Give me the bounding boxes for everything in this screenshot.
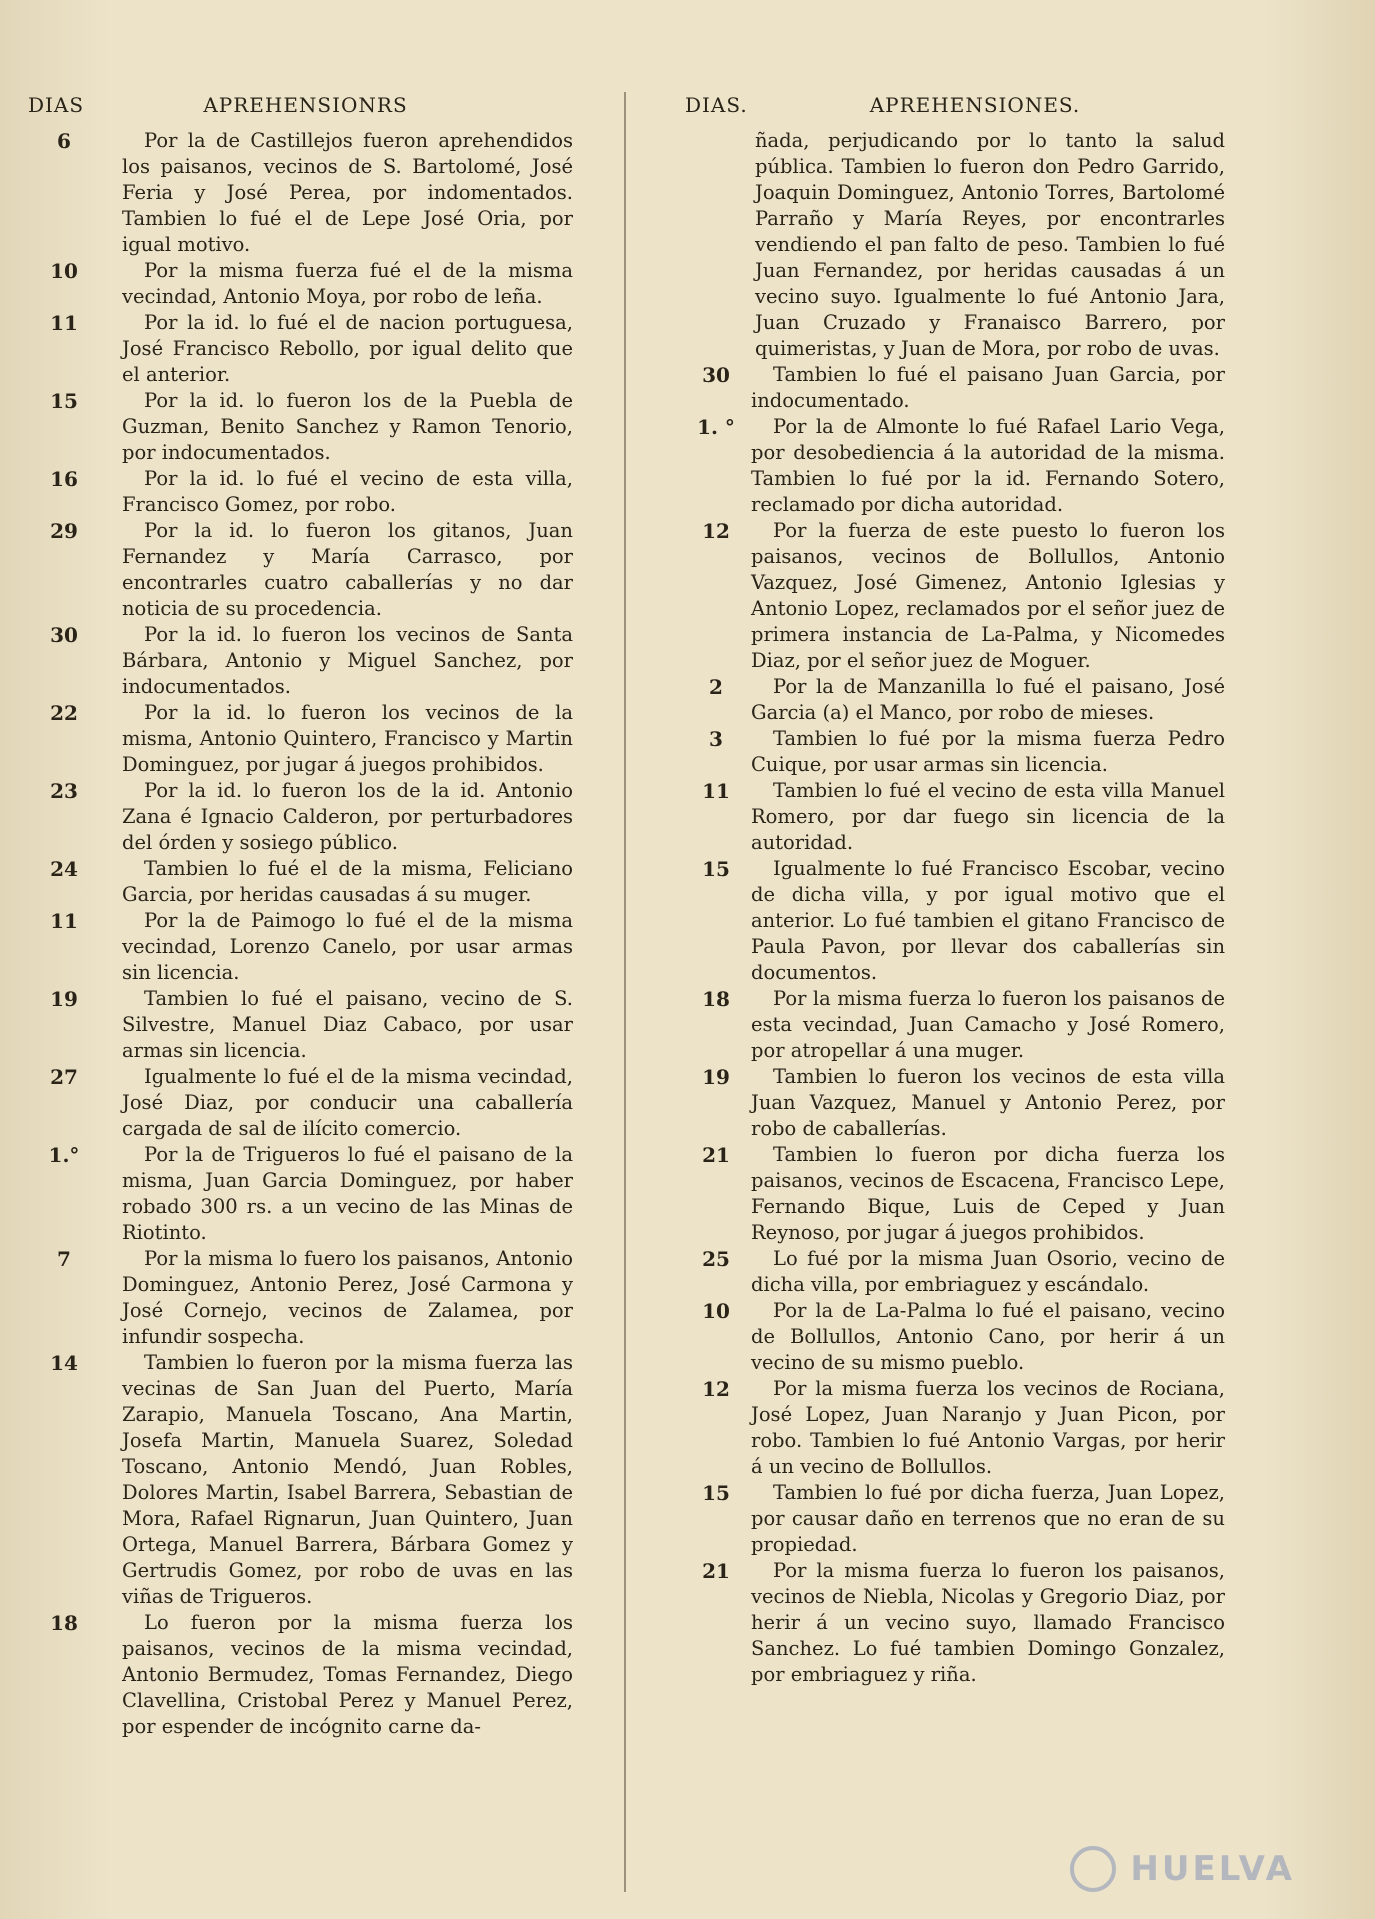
entry-text: Por la id. lo fué el de nacion portuguesa, José Francisco Rebollo, por igual delito que el anterior. bbox=[122, 311, 573, 386]
entry-row bbox=[28, 518, 573, 622]
entry-text: Por la id. lo fueron los de la Puebla de Guzman, Benito Sanchez y Ramon Tenorio, por indocumentados. bbox=[122, 389, 573, 464]
entry-row bbox=[28, 986, 573, 1064]
entry-day: 15 bbox=[702, 1481, 730, 1505]
entry-day: 18 bbox=[50, 1611, 78, 1635]
entry-day: 19 bbox=[50, 987, 78, 1011]
aprehensiones-header: APREHENSIONES. bbox=[869, 93, 1081, 117]
entry-row bbox=[28, 1064, 573, 1142]
entry-text: Por la fuerza de este puesto lo fueron los paisanos, vecinos de Bollullos, Antonio Vazquez, José Gimenez, Antonio Iglesias y Antonio Lopez, reclamados por el señor juez de primera instancia de La-Palma, y Nicomedes Diaz, por el señor juez de Moguer. bbox=[751, 519, 1225, 672]
entry-text: Tambien lo fueron los vecinos de esta villa Juan Vazquez, Manuel y Antonio Perez, por robo de caballerías. bbox=[751, 1065, 1225, 1140]
entry-day: 16 bbox=[50, 467, 78, 491]
entry-text: Lo fueron por la misma fuerza los paisanos, vecinos de la misma vecindad, Antonio Bermudez, Tomas Fernandez, Diego Clavellina, Cristobal Perez y Manuel Perez, por espender de incógnito carne da- bbox=[122, 1611, 573, 1738]
entry-row bbox=[28, 856, 573, 908]
entry-day: 12 bbox=[702, 1377, 730, 1401]
entry-day: 1. ° bbox=[697, 415, 735, 439]
entry-row bbox=[28, 908, 573, 986]
aprehensiones-header: APREHENSIONRS bbox=[203, 93, 408, 117]
entry-row bbox=[28, 466, 573, 518]
entry-day: 21 bbox=[702, 1143, 730, 1167]
entry-row bbox=[685, 1298, 1225, 1376]
entry-row bbox=[28, 310, 573, 388]
entry-text: Tambien lo fué el paisano, vecino de S. Silvestre, Manuel Diaz Cabaco, por usar armas sin licencia. bbox=[122, 987, 573, 1062]
entry-text: Por la misma lo fuero los paisanos, Antonio Dominguez, Antonio Perez, José Carmona y José Cornejo, vecinos de Zalamea, por infundir sospecha. bbox=[122, 1247, 573, 1348]
entry-day: 15 bbox=[50, 389, 78, 413]
entry-text: Tambien lo fueron por dicha fuerza los paisanos, vecinos de Escacena, Francisco Lepe, Fernando Bique, Luis de Ceped y Juan Reynoso, por jugar á juegos prohibidos. bbox=[751, 1143, 1225, 1244]
entry-row bbox=[685, 414, 1225, 518]
entry-row bbox=[685, 1064, 1225, 1142]
archive-logo-icon bbox=[1070, 1846, 1116, 1892]
entry-day: 23 bbox=[50, 779, 78, 803]
entry-row bbox=[685, 518, 1225, 674]
entry-text: Por la de Castillejos fueron aprehendidos los paisanos, vecinos de S. Bartolomé, José Feria y José Perea, por indomentados. Tambien lo fué el de Lepe José Oria, por igual motivo. bbox=[122, 129, 573, 256]
left-column bbox=[28, 90, 573, 1740]
column-divider bbox=[624, 92, 626, 1892]
entry-row bbox=[685, 674, 1225, 726]
entry-day: 10 bbox=[702, 1299, 730, 1323]
entry-row bbox=[28, 1246, 573, 1350]
entry-row bbox=[28, 258, 573, 310]
entry-day: 15 bbox=[702, 857, 730, 881]
entry-text: Por la id. lo fueron los gitanos, Juan Fernandez y María Carrasco, por encontrarles cuatro caballerías y no dar noticia de su procedencia. bbox=[122, 519, 573, 620]
entry-row bbox=[685, 1480, 1225, 1558]
entry-text: Tambien lo fué por la misma fuerza Pedro Cuique, por usar armas sin licencia. bbox=[751, 727, 1225, 776]
entry-text: ñada, perjudicando por lo tanto la salud pública. Tambien lo fueron don Pedro Garrido, Joaquin Dominguez, Antonio Torres, Bartolomé Parraño y María Reyes, por encontrarles vendiendo el pan falto de peso. Tambien lo fué Juan Fernandez, por heridas causadas á un vecino suyo. Igualmente lo fué Antonio Jara, Juan Cruzado y Franaisco Barrero, por quimeristas, y Juan de Mora, por robo de uvas. bbox=[755, 129, 1225, 360]
entry-text: Tambien lo fué el paisano Juan Garcia, por indocumentado. bbox=[751, 363, 1225, 412]
entry-row bbox=[685, 778, 1225, 856]
entry-row bbox=[685, 856, 1225, 986]
entry-day: 10 bbox=[50, 259, 78, 283]
entry-row bbox=[685, 128, 1225, 362]
entry-day: 11 bbox=[50, 909, 78, 933]
entry-row bbox=[685, 1142, 1225, 1246]
entry-text: Por la misma fuerza fué el de la misma vecindad, Antonio Moya, por robo de leña. bbox=[122, 259, 573, 308]
right-entries bbox=[685, 128, 1225, 1688]
entry-row bbox=[28, 1142, 573, 1246]
entry-day: 11 bbox=[50, 311, 78, 335]
entry-day: 14 bbox=[50, 1351, 78, 1375]
entry-text: Tambien lo fué el vecino de esta villa Manuel Romero, por dar fuego sin licencia de la autoridad. bbox=[751, 779, 1225, 854]
entry-text: Por la id. lo fueron los vecinos de Santa Bárbara, Antonio y Miguel Sanchez, por indocumentados. bbox=[122, 623, 573, 698]
entry-day: 30 bbox=[702, 363, 730, 387]
entry-text: Por la de Trigueros lo fué el paisano de la misma, Juan Garcia Dominguez, por haber robado 300 rs. a un vecino de las Minas de Riotinto. bbox=[122, 1143, 573, 1244]
entry-day: 1.° bbox=[48, 1143, 80, 1167]
entry-day: 25 bbox=[702, 1247, 730, 1271]
dias-header: DIAS. bbox=[685, 93, 748, 117]
entry-day: 3 bbox=[709, 727, 723, 751]
entry-day: 24 bbox=[50, 857, 78, 881]
entry-text: Por la misma fuerza los vecinos de Rociana, José Lopez, Juan Naranjo y Juan Picon, por robo. Tambien lo fué Antonio Vargas, por herir á un vecino de Bollullos. bbox=[751, 1377, 1225, 1478]
entry-day: 18 bbox=[702, 987, 730, 1011]
entry-row bbox=[685, 986, 1225, 1064]
entry-day: 7 bbox=[57, 1247, 71, 1271]
entry-day: 27 bbox=[50, 1065, 78, 1089]
entry-day: 21 bbox=[702, 1559, 730, 1583]
right-column-header bbox=[685, 90, 1225, 120]
entry-text: Tambien lo fué por dicha fuerza, Juan Lopez, por causar daño en terrenos que no eran de su propiedad. bbox=[751, 1481, 1225, 1556]
entry-text: Igualmente lo fué Francisco Escobar, vecino de dicha villa, y por igual motivo que el anterior. Lo fué tambien el gitano Francisco de Paula Pavon, por llevar dos caballerías sin documentos. bbox=[751, 857, 1225, 984]
entry-day: 11 bbox=[702, 779, 730, 803]
dias-header: DIAS bbox=[28, 93, 85, 117]
entry-row bbox=[28, 128, 573, 258]
entry-text: Igualmente lo fué el de la misma vecindad, José Diaz, por conducir una caballería cargada de sal de ilícito comercio. bbox=[122, 1065, 573, 1140]
entry-text: Por la misma fuerza lo fueron los paisanos, vecinos de Niebla, Nicolas y Gregorio Diaz, por herir á un vecino suyo, llamado Francisco Sanchez. Lo fué tambien Domingo Gonzalez, por embriaguez y riña. bbox=[751, 1559, 1225, 1686]
entry-text: Lo fué por la misma Juan Osorio, vecino de dicha villa, por embriaguez y escándalo. bbox=[751, 1247, 1225, 1296]
entry-row bbox=[28, 778, 573, 856]
entry-day: 6 bbox=[57, 129, 71, 153]
entry-text: Por la id. lo fueron los vecinos de la misma, Antonio Quintero, Francisco y Martin Dominguez, por jugar á juegos prohibidos. bbox=[122, 701, 573, 776]
entry-row bbox=[28, 388, 573, 466]
entry-row bbox=[685, 362, 1225, 414]
entry-day: 22 bbox=[50, 701, 78, 725]
archive-watermark bbox=[935, 1839, 1295, 1899]
entry-text: Por la de Almonte lo fué Rafael Lario Vega, por desobediencia á la autoridad de la misma. Tambien lo fué por la id. Fernando Sotero, reclamado por dicha autoridad. bbox=[751, 415, 1225, 516]
entry-text: Por la id. lo fué el vecino de esta villa, Francisco Gomez, por robo. bbox=[122, 467, 573, 516]
entry-row bbox=[28, 1350, 573, 1610]
entry-row bbox=[685, 726, 1225, 778]
entry-row bbox=[28, 700, 573, 778]
entry-row bbox=[685, 1376, 1225, 1480]
right-column bbox=[685, 90, 1225, 1688]
entry-text: Por la de La-Palma lo fué el paisano, vecino de Bollullos, Antonio Cano, por herir á un vecino de su mismo pueblo. bbox=[751, 1299, 1225, 1374]
entry-text: Por la de Manzanilla lo fué el paisano, José Garcia (a) el Manco, por robo de mieses. bbox=[751, 675, 1225, 724]
entry-text: Por la misma fuerza lo fueron los paisanos de esta vecindad, Juan Camacho y José Romero, por atropellar á una muger. bbox=[751, 987, 1225, 1062]
entry-day: 12 bbox=[702, 519, 730, 543]
entry-text: Por la id. lo fueron los de la id. Antonio Zana é Ignacio Calderon, por perturbadores del órden y sosiego público. bbox=[122, 779, 573, 854]
entry-day: 30 bbox=[50, 623, 78, 647]
entry-text: Por la de Paimogo lo fué el de la misma vecindad, Lorenzo Canelo, por usar armas sin licencia. bbox=[122, 909, 573, 984]
entry-day: 2 bbox=[709, 675, 723, 699]
watermark-text: HUELVA bbox=[1130, 1849, 1295, 1889]
entry-text: Tambien lo fué el de la misma, Feliciano Garcia, por heridas causadas á su muger. bbox=[122, 857, 573, 906]
entry-text: Tambien lo fueron por la misma fuerza las vecinas de San Juan del Puerto, María Zarapio, Manuela Toscano, Ana Martin, Josefa Martin, Manuela Suarez, Soledad Toscano, Antonio Mendó, Juan Robles, Dolores Martin, Isabel Barrera, Sebastian de Mora, Rafael Rignarun, Juan Quintero, Juan Ortega, Manuel Barrera, Bárbara Gomez y Gertrudis Gomez, por robo de uvas en las viñas de Trigueros. bbox=[122, 1351, 573, 1608]
entry-row bbox=[28, 1610, 573, 1740]
entry-row bbox=[28, 622, 573, 700]
entry-day: 29 bbox=[50, 519, 78, 543]
entry-row bbox=[685, 1246, 1225, 1298]
entry-row bbox=[685, 1558, 1225, 1688]
entry-day: 19 bbox=[702, 1065, 730, 1089]
left-column-header bbox=[28, 90, 573, 120]
left-entries bbox=[28, 128, 573, 1740]
